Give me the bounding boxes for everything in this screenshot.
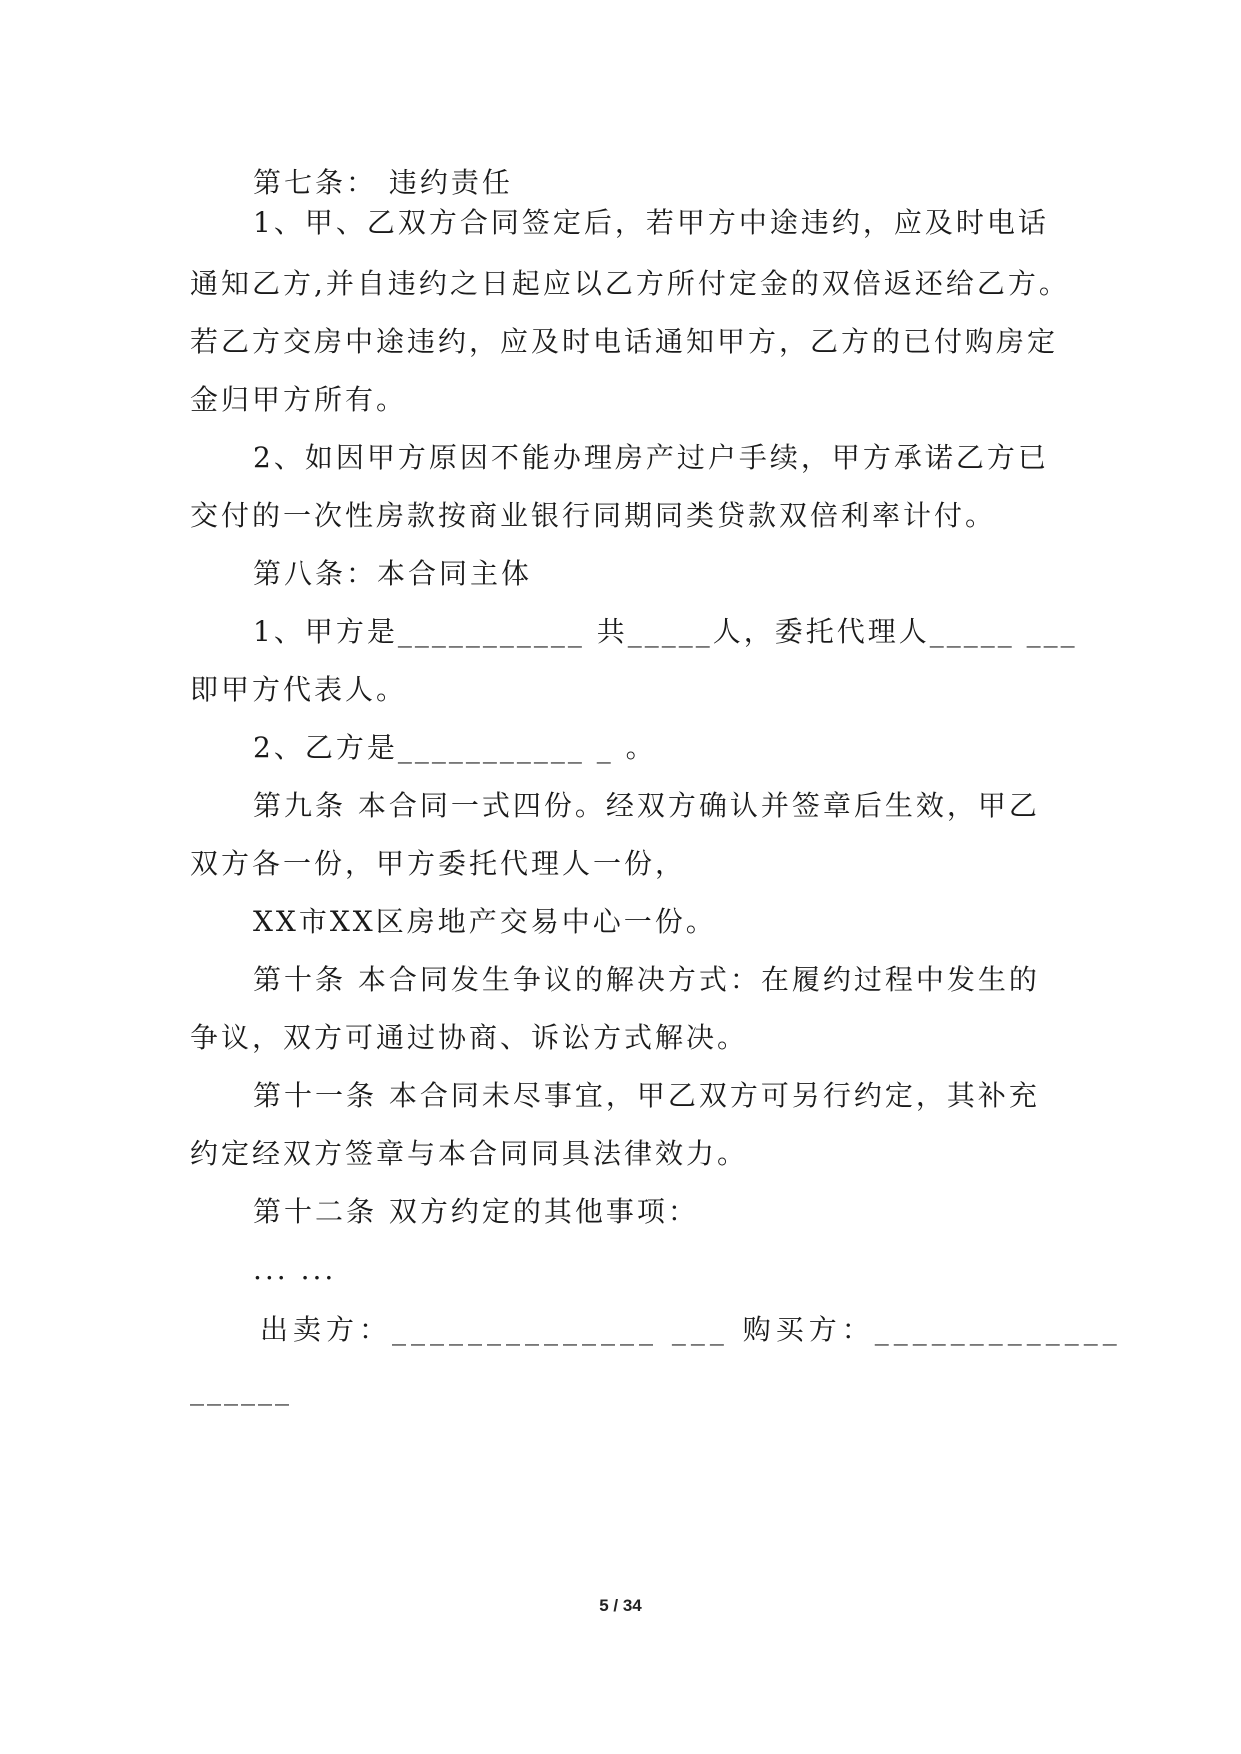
article-7-clause-1-line-1: 1、甲、乙双方合同签定后，若甲方中途违约，应及时电话 (253, 206, 1049, 239)
ellipsis: ... ... (253, 1253, 337, 1286)
article-10-line-1: 第十条 本合同发生争议的解决方式：在履约过程中发生的 (253, 963, 1040, 996)
article-9-line-3: XX市XX区房地产交易中心一份。 (253, 905, 717, 938)
signature-line: 出卖方：______________ ___ 购买方：_____________ (260, 1313, 1122, 1346)
article-7-clause-1-line-2: 通知乙方,并自违约之日起应以乙方所付定金的双倍返还给乙方。 (190, 267, 1070, 300)
article-10-line-2: 争议，双方可通过协商、诉讼方式解决。 (190, 1021, 749, 1054)
article-7-heading: 第七条： 违约责任 (253, 166, 513, 199)
signature-line-continuation: ______ (190, 1373, 292, 1406)
article-8-clause-2: 2、乙方是___________ _ 。 (253, 731, 657, 764)
article-8-heading: 第八条：本合同主体 (253, 557, 533, 590)
article-7-clause-1-line-4: 金归甲方所有。 (190, 383, 408, 416)
article-8-clause-1-line-1: 1、甲方是___________ 共_____人，委托代理人_____ ___ (253, 615, 1078, 648)
article-11-line-2: 约定经双方签章与本合同同具法律效力。 (190, 1137, 749, 1170)
article-12-heading: 第十二条 双方约定的其他事项： (253, 1195, 699, 1228)
article-7-clause-2-line-1: 2、如因甲方原因不能办理房产过户手续，甲方承诺乙方已 (253, 441, 1049, 474)
article-9-line-1: 第九条 本合同一式四份。经双方确认并签章后生效，甲乙 (253, 789, 1040, 822)
article-11-line-1: 第十一条 本合同未尽事宜，甲乙双方可另行约定，其补充 (253, 1079, 1040, 1112)
article-8-clause-1-line-2: 即甲方代表人。 (190, 673, 408, 706)
article-7-clause-2-line-2: 交付的一次性房款按商业银行同期同类贷款双倍利率计付。 (190, 499, 997, 532)
page-number: 5 / 34 (599, 1596, 642, 1615)
article-9-line-2: 双方各一份，甲方委托代理人一份， (190, 847, 687, 880)
article-7-clause-1-line-3: 若乙方交房中途违约，应及时电话通知甲方，乙方的已付购房定 (190, 325, 1059, 358)
